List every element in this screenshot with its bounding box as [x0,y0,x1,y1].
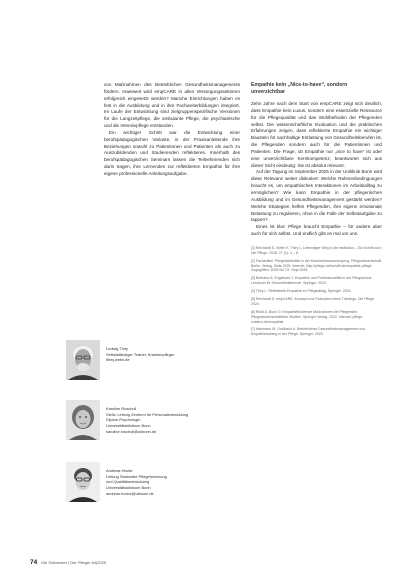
reference-item: [2] Fachartikel: Pflegefachkräfte in der Krankenhausversorgung. Pflegewissenschaft. Berlin, Verlag. Seite 2025. Internet: http://pflege-zeitschrift.de/empathie-pflege. Zugegriffen: 2025 Bd 7/2. Sept 2025. [251,258,382,273]
author-name: Andreas Hocke [106,468,133,473]
left-text-column [104,82,240,178]
running-title: Die Schwester | Der Pfleger 64|2025 [41,560,107,565]
author-degree: Diplom-Psychologin [106,417,141,423]
author-email: andreas.hocke@ukbonn.de [106,490,154,496]
right-text-column [251,82,382,340]
author-org: Universitätsklinikum Bonn [106,422,151,428]
reference-item: [7] Hartmann M, Goldbach A. Betriebliches Gesundheitsmanagement und Empathietraining in der Pflege. Springer. 2023. [251,327,366,337]
page-number: 74 [30,559,38,566]
author-info [106,468,236,496]
author-name: Ludwig Thiry [106,346,128,351]
reference-item: [4] Thiry L. Reflektierte Empathie im Pflegealltag. Springer. 2024. [251,289,352,294]
reference-item: [3] Bertrand A, Engelhard J. Empathie und Professionalität in der Pflegepraxis. Lehrbuch für Gesundheitsberufe. Springer. 2023. [251,276,373,286]
author-block-hocke [66,462,236,520]
reference-item: [1] Reichardt S, Kiefer K, Thiry L: Lebendiger Weg in die Institution – Ein Schritt auf | Die Pflege. 2018. 27 (1). 4 – 8. [251,245,382,255]
body-paragraph: Eines ist klar: Pflege braucht Empathie – für andere aber auch für sich selbst. Und endlich gibt es mal um uns. [251,224,382,237]
author-org: Universitätsklinikum Bonn [106,484,151,490]
author-role-continued: und Qualitätsentwicklung [106,479,150,485]
body-paragraph: Auf der Tagung im September 2025 in der Uniklinik Bonn wird diese Relevanz weiter diskutiert: Welche Rahmenbedingungen braucht es, um empathisches Interaktionen im Arbeitsalltag zu ermöglichen? Wie kann Empathie in der pflegerischen Ausbildung und im Gesundheitsmanagement gestärkt werden? Welche Strategien helfen Pflegenden, ihre eigene emotionale Belastung zu regulieren, ohne in die Falle der Selbstaufgabe zu tappen? [251,169,382,223]
reference-item: [6] Riedl A, Buch O. Empathiefördernde Maßnahmen bei Pflegenden. Pflegewissenschaftliche Studien. Springer Verlag. 2022. Internet: pflege-evidenz.de/empathie. [251,309,364,324]
author-name: Karoline Roschull [106,406,137,411]
author-block-roschull [66,400,236,458]
author-role: Leitung Stationäre Pflegeforschung [106,473,167,479]
reference-item: [5] Reichardt S. empCARE: Konzept und Evaluation eines Trainings. Die Pflege 2020. [251,297,375,306]
author-email: karoline.roschull@ukbonn.de [106,428,157,434]
page-footer [30,559,106,566]
author-photo-hocke [66,462,100,502]
author-role: Selbstständiger Trainer, Krankenpfleger [106,351,175,357]
author-info [106,406,236,434]
author-block-thiry [66,340,236,398]
body-paragraph: von Maßnahmen des Betrieblichen Gesundheitsmanagements fördern. Inwieweit wird empCARE in allen Versorgungssektoren erfolgreich eingesetzt werden? Manche Einrichtungen haben es fest in die Ausbildung und in ihre Fachweiterbildungen integriert. Im Laufe der Entwicklung sind zielgruppenspezifische Versionen für die Langzeitpflege, die ambulante Pflege, die psychiatrische und die Intensivpflege entstanden. [104,82,240,129]
section-heading: Empathie kein „Nice-to-have“, sondern unverzichtbar [251,82,348,96]
body-paragraph: Ein wichtiger Schritt war die Entwicklung einer berufspädagogischen Variante, in der Praxisanleitende ihre Beziehungen sowohl zu Patientinnen und Patienten als auch zu Auszubildenden und Studierenden reflektieren. Innerhalb des berufspädagogischen Seminars lassen die Teilnehmenden sich darin tragen, ihre Lernenden zur reflektierten Empathie für ihre eigene professionelle Anleitungsaufgabe. [104,129,240,176]
author-role: Stellv. Leitung Zentrum für Personalentwicklung [106,411,189,417]
author-web: lthiry.webs.de [106,357,130,363]
author-info [106,346,236,363]
author-photo-roschull [66,400,100,440]
author-photo-thiry [66,340,100,380]
body-paragraph: Zehn Jahre nach dem Start von empCARE zeigt sich deutlich, dass Empathie kein Luxus, sondern eine essenzielle Ressource für die Pflegequalität und das Wohlbefinden der Pflegenden selbst. Die wissenschaftliche Evaluation und die praktischen Erfahrungen zeigen, dass reflektierte Empathie ein wichtiger Baustein für nachhaltige Entlastung von Gesundheitsberufen ist, die Pflegenden sondern auch für die Patientinnen und Patienten. Die Frage, ob Empathie nur „nice to have“ ist oder eine unverzichtbare Kernkompetenz, beantwortet sich aus dieser Sicht eindeutig: Sie ist absolut relevant. [251,101,382,168]
references-list [251,246,382,337]
